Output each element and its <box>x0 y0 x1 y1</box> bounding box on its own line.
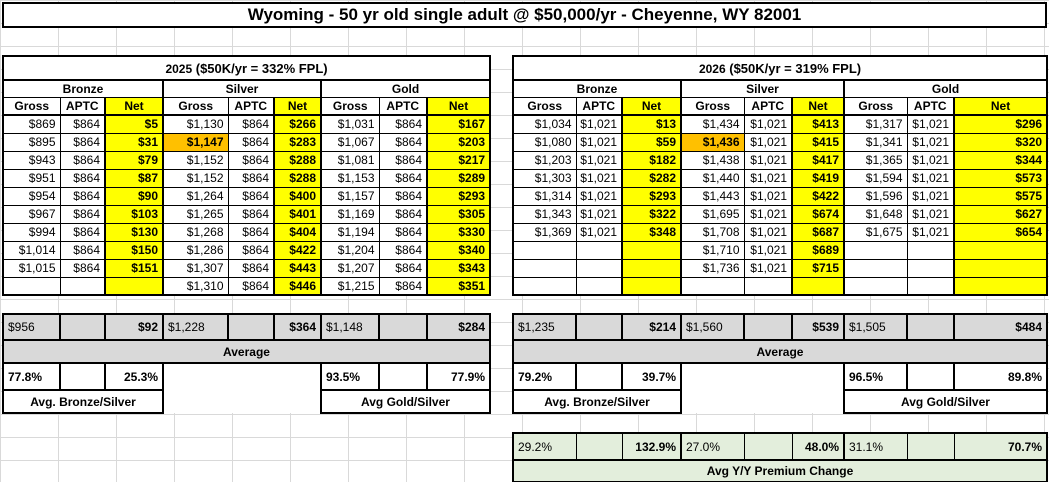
metal-header-gold[interactable]: Gold <box>321 80 490 97</box>
data-cell[interactable]: $864 <box>379 169 427 187</box>
data-cell[interactable]: $1,265 <box>163 205 228 223</box>
data-cell[interactable]: $79 <box>105 151 163 169</box>
data-cell[interactable]: $864 <box>379 241 427 259</box>
metal-header-silver[interactable]: Silver <box>681 80 844 97</box>
data-cell[interactable]: $1,153 <box>321 169 379 187</box>
year-label: 2025 <box>165 61 193 76</box>
col-header-aptc[interactable]: APTC <box>379 97 427 115</box>
data-cell[interactable]: $864 <box>228 259 274 277</box>
data-cell[interactable]: $283 <box>274 133 321 151</box>
data-cell[interactable]: $419 <box>792 169 844 187</box>
data-cell[interactable]: $1,021 <box>907 187 954 205</box>
col-header-gross[interactable]: Gross <box>513 97 576 115</box>
data-cell[interactable]: $31 <box>105 133 163 151</box>
yoy-cell[interactable] <box>744 433 792 460</box>
empty-cell[interactable] <box>681 390 844 413</box>
data-cell[interactable]: $1,310 <box>163 277 228 295</box>
data-cell[interactable]: $1,695 <box>681 205 744 223</box>
data-cell[interactable]: $1,080 <box>513 133 576 151</box>
data-cell[interactable]: $1,152 <box>163 151 228 169</box>
year-header-2026[interactable] <box>513 56 1047 80</box>
data-cell[interactable]: $1,369 <box>513 223 576 241</box>
data-cell[interactable]: $1,736 <box>681 259 744 277</box>
data-cell[interactable]: $1,286 <box>163 241 228 259</box>
data-cell[interactable]: $864 <box>379 187 427 205</box>
data-cell[interactable]: $1,268 <box>163 223 228 241</box>
data-cell[interactable]: $1,031 <box>321 115 379 133</box>
col-header-net[interactable]: Net <box>954 97 1047 115</box>
data-cell[interactable]: $1,203 <box>513 151 576 169</box>
average-cell[interactable]: $1,235 <box>513 314 576 340</box>
data-cell[interactable]: $1,307 <box>163 259 228 277</box>
data-cell[interactable]: $654 <box>954 223 1047 241</box>
data-cell[interactable]: $864 <box>60 223 105 241</box>
data-cell[interactable] <box>513 241 576 259</box>
data-cell[interactable]: $1,021 <box>744 115 792 133</box>
data-cell[interactable]: $864 <box>379 205 427 223</box>
col-header-aptc[interactable]: APTC <box>744 97 792 115</box>
data-cell[interactable]: $864 <box>228 151 274 169</box>
data-cell[interactable]: $864 <box>60 169 105 187</box>
metal-header-silver[interactable]: Silver <box>163 80 321 97</box>
data-cell[interactable] <box>844 277 907 295</box>
data-cell[interactable]: $400 <box>274 187 321 205</box>
premium-table-2025 <box>2 55 491 296</box>
data-cell[interactable]: $1,152 <box>163 169 228 187</box>
data-cell[interactable]: $1,317 <box>844 115 907 133</box>
data-cell[interactable]: $1,440 <box>681 169 744 187</box>
average-cell[interactable]: $1,560 <box>681 314 744 340</box>
data-cell[interactable]: $59 <box>622 133 681 151</box>
col-header-net[interactable]: Net <box>105 97 163 115</box>
data-cell[interactable]: $1,021 <box>576 223 622 241</box>
data-cell[interactable]: $943 <box>3 151 60 169</box>
data-cell[interactable]: $1,021 <box>576 151 622 169</box>
ratio-cell[interactable]: 89.8% <box>954 363 1047 390</box>
data-cell[interactable]: $575 <box>954 187 1047 205</box>
data-cell[interactable]: $417 <box>792 151 844 169</box>
data-cell[interactable]: $293 <box>427 187 490 205</box>
data-cell[interactable]: $1,169 <box>321 205 379 223</box>
data-cell[interactable] <box>513 277 576 295</box>
data-cell[interactable]: $182 <box>622 151 681 169</box>
data-cell[interactable] <box>60 277 105 295</box>
data-cell[interactable]: $1,648 <box>844 205 907 223</box>
data-cell[interactable] <box>844 259 907 277</box>
data-cell[interactable]: $413 <box>792 115 844 133</box>
data-cell[interactable]: $1,015 <box>3 259 60 277</box>
data-cell[interactable] <box>105 277 163 295</box>
data-cell[interactable]: $330 <box>427 223 490 241</box>
year-header-2025[interactable] <box>3 56 490 80</box>
col-header-net[interactable]: Net <box>274 97 321 115</box>
data-cell[interactable]: $1,021 <box>744 187 792 205</box>
data-cell[interactable]: $1,021 <box>576 133 622 151</box>
data-cell[interactable]: $150 <box>105 241 163 259</box>
average-cell[interactable]: $484 <box>954 314 1047 340</box>
ratio-cell[interactable] <box>907 363 954 390</box>
data-cell[interactable]: $288 <box>274 151 321 169</box>
data-cell[interactable]: $864 <box>228 115 274 133</box>
average-cell[interactable] <box>228 314 274 340</box>
yoy-cell[interactable]: 27.0% <box>681 433 744 460</box>
data-cell[interactable]: $864 <box>379 115 427 133</box>
average-cell[interactable]: $214 <box>622 314 681 340</box>
data-cell[interactable]: $1,207 <box>321 259 379 277</box>
year-label: 2026 <box>698 61 726 76</box>
data-cell[interactable]: $305 <box>427 205 490 223</box>
data-cell[interactable]: $627 <box>954 205 1047 223</box>
ratio-cell[interactable] <box>60 363 105 390</box>
data-cell[interactable]: $1,438 <box>681 151 744 169</box>
data-cell[interactable]: $864 <box>228 187 274 205</box>
data-cell[interactable]: $1,130 <box>163 115 228 133</box>
data-cell[interactable]: $1,215 <box>321 277 379 295</box>
empty-cell[interactable] <box>163 390 321 413</box>
ratio-cell[interactable] <box>576 363 622 390</box>
data-cell[interactable]: $130 <box>105 223 163 241</box>
empty-cell[interactable] <box>744 363 792 390</box>
data-cell[interactable]: $1,710 <box>681 241 744 259</box>
average-cell[interactable] <box>744 314 792 340</box>
benchmark-cell-2026[interactable]: $1,436 <box>681 133 744 151</box>
average-cell[interactable]: $364 <box>274 314 321 340</box>
col-header-net[interactable]: Net <box>427 97 490 115</box>
average-label[interactable]: Average <box>3 340 490 363</box>
average-cell[interactable]: $284 <box>427 314 490 340</box>
yoy-cell[interactable] <box>907 433 954 460</box>
data-cell[interactable]: $1,021 <box>576 187 622 205</box>
data-cell[interactable]: $1,434 <box>681 115 744 133</box>
data-cell[interactable]: $1,021 <box>907 115 954 133</box>
data-cell[interactable]: $864 <box>379 277 427 295</box>
data-cell[interactable] <box>954 241 1047 259</box>
data-cell[interactable] <box>622 259 681 277</box>
data-cell[interactable]: $1,021 <box>576 169 622 187</box>
data-cell[interactable]: $1,594 <box>844 169 907 187</box>
col-header-net[interactable]: Net <box>622 97 681 115</box>
data-cell[interactable] <box>513 259 576 277</box>
data-cell[interactable]: $1,596 <box>844 187 907 205</box>
data-cell[interactable] <box>576 241 622 259</box>
ratio-cell[interactable]: 77.9% <box>427 363 490 390</box>
benchmark-cell-2025[interactable]: $1,147 <box>163 133 228 151</box>
data-cell[interactable]: $864 <box>60 241 105 259</box>
data-cell[interactable]: $1,021 <box>744 151 792 169</box>
data-cell[interactable]: $1,081 <box>321 151 379 169</box>
average-cell[interactable]: $956 <box>3 314 60 340</box>
data-cell[interactable]: $266 <box>274 115 321 133</box>
data-cell[interactable]: $320 <box>954 133 1047 151</box>
data-cell[interactable]: $351 <box>427 277 490 295</box>
data-cell[interactable]: $1,021 <box>744 241 792 259</box>
yoy-cell[interactable] <box>576 433 622 460</box>
data-cell[interactable]: $203 <box>427 133 490 151</box>
data-cell[interactable]: $1,194 <box>321 223 379 241</box>
data-cell[interactable]: $415 <box>792 133 844 151</box>
page-title: Wyoming - 50 yr old single adult @ $50,000/yr - Cheyenne, WY 82001 <box>2 2 1047 28</box>
ratio-label-bronze-silver[interactable]: Avg. Bronze/Silver <box>513 390 681 413</box>
data-cell[interactable]: $1,021 <box>907 169 954 187</box>
data-cell[interactable]: $864 <box>228 133 274 151</box>
data-cell[interactable]: $288 <box>274 169 321 187</box>
data-cell[interactable] <box>744 277 792 295</box>
data-cell[interactable]: $864 <box>60 151 105 169</box>
data-cell[interactable]: $1,157 <box>321 187 379 205</box>
data-cell[interactable]: $151 <box>105 259 163 277</box>
col-header-aptc[interactable]: APTC <box>228 97 274 115</box>
yoy-table <box>512 432 1048 482</box>
ratio-label-bronze-silver[interactable]: Avg. Bronze/Silver <box>3 390 163 413</box>
data-cell[interactable]: $864 <box>60 205 105 223</box>
data-cell[interactable]: $340 <box>427 241 490 259</box>
empty-cell[interactable] <box>681 363 744 390</box>
data-cell[interactable]: $296 <box>954 115 1047 133</box>
data-cell[interactable]: $1,204 <box>321 241 379 259</box>
col-header-net[interactable]: Net <box>792 97 844 115</box>
data-cell[interactable]: $864 <box>228 169 274 187</box>
data-cell[interactable]: $954 <box>3 187 60 205</box>
col-header-gross[interactable]: Gross <box>3 97 60 115</box>
yoy-cell[interactable]: 29.2% <box>513 433 576 460</box>
data-cell[interactable]: $1,341 <box>844 133 907 151</box>
data-cell[interactable]: $994 <box>3 223 60 241</box>
col-header-aptc[interactable]: APTC <box>907 97 954 115</box>
data-cell[interactable]: $167 <box>427 115 490 133</box>
col-header-gross[interactable]: Gross <box>681 97 744 115</box>
data-cell[interactable]: $446 <box>274 277 321 295</box>
data-cell[interactable]: $864 <box>228 277 274 295</box>
data-cell[interactable]: $404 <box>274 223 321 241</box>
data-cell[interactable]: $864 <box>228 223 274 241</box>
ratio-cell[interactable]: 79.2% <box>513 363 576 390</box>
data-cell[interactable] <box>576 259 622 277</box>
summary-table-2026 <box>512 313 1048 414</box>
col-header-aptc[interactable]: APTC <box>576 97 622 115</box>
data-cell[interactable]: $1,034 <box>513 115 576 133</box>
fpl-note: ($50K/yr = 332% FPL) <box>192 60 328 76</box>
average-cell[interactable]: $539 <box>792 314 844 340</box>
empty-cell[interactable] <box>274 363 321 390</box>
data-cell[interactable]: $864 <box>60 115 105 133</box>
data-cell[interactable]: $1,343 <box>513 205 576 223</box>
data-cell[interactable]: $864 <box>228 241 274 259</box>
data-cell[interactable]: $348 <box>622 223 681 241</box>
data-cell[interactable]: $1,021 <box>576 205 622 223</box>
data-cell[interactable]: $1,365 <box>844 151 907 169</box>
yoy-cell[interactable]: 48.0% <box>792 433 844 460</box>
data-cell[interactable]: $1,021 <box>744 169 792 187</box>
data-cell[interactable]: $864 <box>60 259 105 277</box>
premium-table-2026 <box>512 55 1048 296</box>
data-cell[interactable]: $87 <box>105 169 163 187</box>
data-cell[interactable]: $344 <box>954 151 1047 169</box>
ratio-cell[interactable]: 77.8% <box>3 363 60 390</box>
data-cell[interactable]: $90 <box>105 187 163 205</box>
empty-cell[interactable] <box>228 363 274 390</box>
data-cell[interactable] <box>3 277 60 295</box>
data-cell[interactable] <box>954 259 1047 277</box>
data-cell[interactable] <box>622 277 681 295</box>
data-cell[interactable]: $1,021 <box>744 205 792 223</box>
data-cell[interactable]: $1,021 <box>907 223 954 241</box>
data-cell[interactable]: $1,021 <box>744 259 792 277</box>
data-cell[interactable] <box>792 277 844 295</box>
data-cell[interactable]: $951 <box>3 169 60 187</box>
data-cell[interactable] <box>576 277 622 295</box>
data-cell[interactable]: $1,264 <box>163 187 228 205</box>
data-cell[interactable]: $13 <box>622 115 681 133</box>
ratio-cell[interactable]: 25.3% <box>105 363 163 390</box>
data-cell[interactable]: $103 <box>105 205 163 223</box>
data-cell[interactable]: $343 <box>427 259 490 277</box>
data-cell[interactable]: $1,021 <box>744 133 792 151</box>
metal-header-gold[interactable]: Gold <box>844 80 1047 97</box>
data-cell[interactable]: $1,675 <box>844 223 907 241</box>
data-cell[interactable]: $1,021 <box>576 115 622 133</box>
average-cell[interactable] <box>576 314 622 340</box>
data-cell[interactable]: $674 <box>792 205 844 223</box>
data-cell[interactable] <box>907 241 954 259</box>
data-cell[interactable]: $1,014 <box>3 241 60 259</box>
data-cell[interactable]: $864 <box>379 259 427 277</box>
data-cell[interactable]: $689 <box>792 241 844 259</box>
data-cell[interactable]: $1,708 <box>681 223 744 241</box>
data-cell[interactable]: $1,314 <box>513 187 576 205</box>
data-cell[interactable]: $1,303 <box>513 169 576 187</box>
average-cell[interactable] <box>60 314 105 340</box>
data-cell[interactable]: $864 <box>379 223 427 241</box>
data-cell[interactable]: $869 <box>3 115 60 133</box>
metal-header-bronze[interactable]: Bronze <box>3 80 163 97</box>
data-cell[interactable] <box>907 259 954 277</box>
average-cell[interactable]: $1,148 <box>321 314 379 340</box>
data-cell[interactable]: $289 <box>427 169 490 187</box>
ratio-cell[interactable] <box>379 363 427 390</box>
data-cell[interactable]: $1,021 <box>744 223 792 241</box>
average-label[interactable]: Average <box>513 340 1047 363</box>
col-header-aptc[interactable]: APTC <box>60 97 105 115</box>
ratio-cell[interactable]: 39.7% <box>622 363 681 390</box>
average-cell[interactable] <box>907 314 954 340</box>
data-cell[interactable]: $1,067 <box>321 133 379 151</box>
data-cell[interactable]: $217 <box>427 151 490 169</box>
yoy-cell[interactable]: 132.9% <box>622 433 681 460</box>
data-cell[interactable]: $864 <box>60 133 105 151</box>
ratio-cell[interactable]: 93.5% <box>321 363 379 390</box>
yoy-label[interactable]: Avg Y/Y Premium Change <box>513 460 1047 482</box>
average-cell[interactable]: $92 <box>105 314 163 340</box>
fpl-note: ($50K/yr = 319% FPL) <box>725 60 862 76</box>
data-cell[interactable]: $293 <box>622 187 681 205</box>
average-cell[interactable]: $1,228 <box>163 314 228 340</box>
data-cell[interactable]: $422 <box>792 187 844 205</box>
col-header-gross[interactable]: Gross <box>844 97 907 115</box>
empty-cell[interactable] <box>163 363 228 390</box>
data-cell[interactable]: $573 <box>954 169 1047 187</box>
data-cell[interactable]: $1,021 <box>907 205 954 223</box>
data-cell[interactable]: $443 <box>274 259 321 277</box>
data-cell[interactable]: $864 <box>379 151 427 169</box>
data-cell[interactable]: $715 <box>792 259 844 277</box>
data-cell[interactable]: $282 <box>622 169 681 187</box>
summary-table-2025 <box>2 313 491 414</box>
data-cell[interactable] <box>954 277 1047 295</box>
data-cell[interactable] <box>907 277 954 295</box>
data-cell[interactable] <box>844 241 907 259</box>
ratio-label-gold-silver[interactable]: Avg Gold/Silver <box>321 390 490 413</box>
data-cell[interactable]: $687 <box>792 223 844 241</box>
data-cell[interactable]: $1,443 <box>681 187 744 205</box>
empty-cell[interactable] <box>792 363 844 390</box>
ratio-label-gold-silver[interactable]: Avg Gold/Silver <box>844 390 1047 413</box>
col-header-gross[interactable]: Gross <box>321 97 379 115</box>
data-cell[interactable]: $895 <box>3 133 60 151</box>
data-cell[interactable] <box>622 241 681 259</box>
data-cell[interactable]: $864 <box>60 187 105 205</box>
col-header-gross[interactable]: Gross <box>163 97 228 115</box>
data-cell[interactable]: $864 <box>228 205 274 223</box>
data-cell[interactable]: $422 <box>274 241 321 259</box>
data-cell[interactable]: $1,021 <box>907 151 954 169</box>
data-cell[interactable]: $401 <box>274 205 321 223</box>
data-cell[interactable]: $864 <box>379 133 427 151</box>
metal-header-bronze[interactable]: Bronze <box>513 80 681 97</box>
average-cell[interactable]: $1,505 <box>844 314 907 340</box>
data-cell[interactable]: $322 <box>622 205 681 223</box>
yoy-cell[interactable]: 70.7% <box>954 433 1047 460</box>
average-cell[interactable] <box>379 314 427 340</box>
data-cell[interactable]: $967 <box>3 205 60 223</box>
data-cell[interactable] <box>681 277 744 295</box>
ratio-cell[interactable]: 96.5% <box>844 363 907 390</box>
yoy-cell[interactable]: 31.1% <box>844 433 907 460</box>
data-cell[interactable]: $5 <box>105 115 163 133</box>
data-cell[interactable]: $1,021 <box>907 133 954 151</box>
